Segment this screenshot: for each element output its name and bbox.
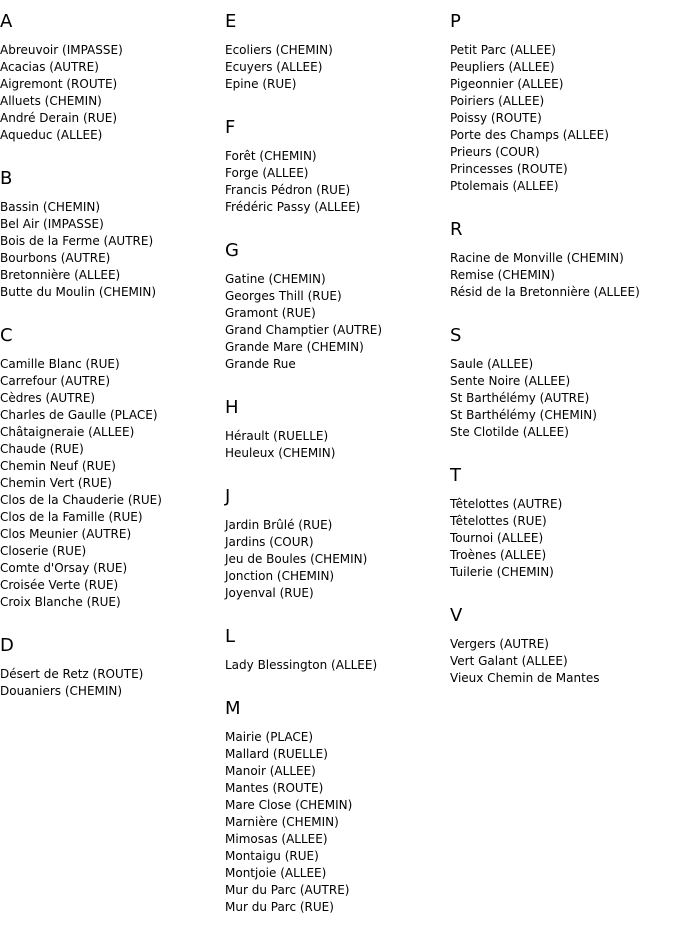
section-letter-heading: S xyxy=(450,325,462,346)
street-item: Jonction (CHEMIN) xyxy=(225,569,335,583)
street-item: Mur du Parc (AUTRE) xyxy=(225,883,350,897)
letter-section xyxy=(225,116,445,216)
letter-section xyxy=(225,697,445,916)
section-letter-heading: R xyxy=(450,219,463,240)
street-item: Bel Air (IMPASSE) xyxy=(0,217,104,231)
street-item: Frédéric Passy (ALLEE) xyxy=(225,200,361,214)
index-column xyxy=(0,10,220,723)
street-item: Joyenval (RUE) xyxy=(225,586,314,600)
section-letter-heading: B xyxy=(0,168,13,189)
section-letter-heading: G xyxy=(225,240,239,261)
street-item: Mare Close (CHEMIN) xyxy=(225,798,353,812)
street-item: Chemin Neuf (RUE) xyxy=(0,459,116,473)
street-list xyxy=(450,250,670,301)
street-item: Montjoie (ALLEE) xyxy=(225,866,327,880)
street-item: Epine (RUE) xyxy=(225,77,297,91)
section-letter-heading: F xyxy=(225,117,236,138)
street-item: Aqueduc (ALLEE) xyxy=(0,128,103,142)
section-letter-heading: T xyxy=(450,465,461,486)
letter-section xyxy=(225,396,445,462)
street-item: Remise (CHEMIN) xyxy=(450,268,555,282)
street-item: Douaniers (CHEMIN) xyxy=(0,684,123,698)
letter-section xyxy=(450,464,670,581)
street-item: Mur du Parc (RUE) xyxy=(225,900,334,914)
street-item: Marnière (CHEMIN) xyxy=(225,815,339,829)
street-item: Tuilerie (CHEMIN) xyxy=(450,565,554,579)
street-item: Abreuvoir (IMPASSE) xyxy=(0,43,123,57)
street-item: Alluets (CHEMIN) xyxy=(0,94,102,108)
street-item: Jardins (COUR) xyxy=(225,535,314,549)
street-item: Vert Galant (ALLEE) xyxy=(450,654,568,668)
letter-section xyxy=(225,625,445,674)
section-letter-heading: C xyxy=(0,325,13,346)
street-item: Bois de la Ferme (AUTRE) xyxy=(0,234,154,248)
street-item: Princesses (ROUTE) xyxy=(450,162,568,176)
street-item: Gramont (RUE) xyxy=(225,306,316,320)
street-item: Heuleux (CHEMIN) xyxy=(225,446,336,460)
street-item: Hérault (RUELLE) xyxy=(225,429,329,443)
street-list xyxy=(0,356,220,611)
street-item: Poissy (ROUTE) xyxy=(450,111,542,125)
street-item: Chaude (RUE) xyxy=(0,442,84,456)
street-item: Désert de Retz (ROUTE) xyxy=(0,667,144,681)
street-item: Jardin Brûlé (RUE) xyxy=(225,518,333,532)
section-letter-heading: E xyxy=(225,11,237,32)
index-column xyxy=(450,10,670,710)
section-letter-heading: V xyxy=(450,605,463,626)
street-list xyxy=(0,42,220,144)
street-item: Jeu de Boules (CHEMIN) xyxy=(225,552,368,566)
street-item: Têtelottes (AUTRE) xyxy=(450,497,563,511)
street-item: Chemin Vert (RUE) xyxy=(0,476,112,490)
street-list xyxy=(225,428,445,462)
street-item: Bourbons (AUTRE) xyxy=(0,251,111,265)
street-item: Forêt (CHEMIN) xyxy=(225,149,317,163)
street-list xyxy=(225,271,445,373)
section-letter-heading: A xyxy=(0,11,13,32)
letter-section xyxy=(225,485,445,602)
street-item: Peupliers (ALLEE) xyxy=(450,60,555,74)
street-item: Tournoi (ALLEE) xyxy=(450,531,544,545)
street-item: Petit Parc (ALLEE) xyxy=(450,43,556,57)
street-item: Montaigu (RUE) xyxy=(225,849,319,863)
street-item: Prieurs (COUR) xyxy=(450,145,540,159)
street-item: Racine de Monville (CHEMIN) xyxy=(450,251,624,265)
street-item: Saule (ALLEE) xyxy=(450,357,534,371)
street-item: Comte d'Orsay (RUE) xyxy=(0,561,128,575)
street-item: Pigeonnier (ALLEE) xyxy=(450,77,564,91)
street-item: Camille Blanc (RUE) xyxy=(0,357,120,371)
street-item: Forge (ALLEE) xyxy=(225,166,309,180)
street-list xyxy=(225,729,445,916)
street-item: Manoir (ALLEE) xyxy=(225,764,316,778)
street-list xyxy=(0,199,220,301)
street-item: Georges Thill (RUE) xyxy=(225,289,342,303)
street-item: Grande Rue xyxy=(225,357,296,371)
letter-section xyxy=(0,324,220,611)
street-item: Ste Clotilde (ALLEE) xyxy=(450,425,569,439)
street-item: Vieux Chemin de Mantes xyxy=(450,671,600,685)
street-item: Mallard (RUELLE) xyxy=(225,747,328,761)
street-item: Aigremont (ROUTE) xyxy=(0,77,118,91)
street-item: Charles de Gaulle (PLACE) xyxy=(0,408,158,422)
street-item: Troènes (ALLEE) xyxy=(450,548,547,562)
street-list xyxy=(0,666,220,700)
street-list xyxy=(450,636,670,687)
street-item: Butte du Moulin (CHEMIN) xyxy=(0,285,157,299)
street-item: Ptolemais (ALLEE) xyxy=(450,179,559,193)
section-letter-heading: P xyxy=(450,11,461,32)
street-item: Gatine (CHEMIN) xyxy=(225,272,326,286)
section-letter-heading: J xyxy=(225,486,231,507)
street-item: St Barthélémy (AUTRE) xyxy=(450,391,590,405)
street-list xyxy=(450,496,670,581)
street-item: Acacias (AUTRE) xyxy=(0,60,99,74)
street-item: Sente Noire (ALLEE) xyxy=(450,374,571,388)
street-item: Ecoliers (CHEMIN) xyxy=(225,43,333,57)
street-list xyxy=(225,657,445,674)
street-item: Clos Meunier (AUTRE) xyxy=(0,527,132,541)
section-letter-heading: L xyxy=(225,626,236,647)
street-item: Vergers (AUTRE) xyxy=(450,637,549,651)
street-item: Cèdres (AUTRE) xyxy=(0,391,96,405)
street-item: Bassin (CHEMIN) xyxy=(0,200,101,214)
street-item: St Barthélémy (CHEMIN) xyxy=(450,408,597,422)
street-list xyxy=(450,356,670,441)
street-list xyxy=(450,42,670,195)
street-item: Clos de la Famille (RUE) xyxy=(0,510,143,524)
street-item: Grand Champtier (AUTRE) xyxy=(225,323,383,337)
street-item: Châtaigneraie (ALLEE) xyxy=(0,425,135,439)
letter-section xyxy=(450,218,670,301)
letter-section xyxy=(225,10,445,93)
street-list xyxy=(225,517,445,602)
street-item: Mairie (PLACE) xyxy=(225,730,314,744)
street-item: Mimosas (ALLEE) xyxy=(225,832,328,846)
street-item: Croix Blanche (RUE) xyxy=(0,595,121,609)
street-item: Francis Pédron (RUE) xyxy=(225,183,351,197)
letter-section xyxy=(0,634,220,700)
letter-section xyxy=(450,604,670,687)
section-letter-heading: H xyxy=(225,397,239,418)
street-item: André Derain (RUE) xyxy=(0,111,118,125)
letter-section xyxy=(225,239,445,373)
section-letter-heading: D xyxy=(0,635,14,656)
letter-section xyxy=(450,324,670,441)
letter-section xyxy=(450,10,670,195)
letter-section xyxy=(0,10,220,144)
street-item: Porte des Champs (ALLEE) xyxy=(450,128,609,142)
letter-section xyxy=(0,167,220,301)
street-item: Croisée Verte (RUE) xyxy=(0,578,119,592)
street-item: Grande Mare (CHEMIN) xyxy=(225,340,364,354)
street-item: Mantes (ROUTE) xyxy=(225,781,324,795)
street-item: Résid de la Bretonnière (ALLEE) xyxy=(450,285,640,299)
street-item: Poiriers (ALLEE) xyxy=(450,94,545,108)
street-list xyxy=(225,42,445,93)
index-column xyxy=(225,10,445,939)
street-item: Lady Blessington (ALLEE) xyxy=(225,658,378,672)
street-list xyxy=(225,148,445,216)
street-item: Têtelottes (RUE) xyxy=(450,514,547,528)
street-item: Ecuyers (ALLEE) xyxy=(225,60,323,74)
street-item: Carrefour (AUTRE) xyxy=(0,374,111,388)
section-letter-heading: M xyxy=(225,698,241,719)
street-item: Closerie (RUE) xyxy=(0,544,87,558)
street-item: Clos de la Chauderie (RUE) xyxy=(0,493,162,507)
street-item: Bretonnière (ALLEE) xyxy=(0,268,121,282)
